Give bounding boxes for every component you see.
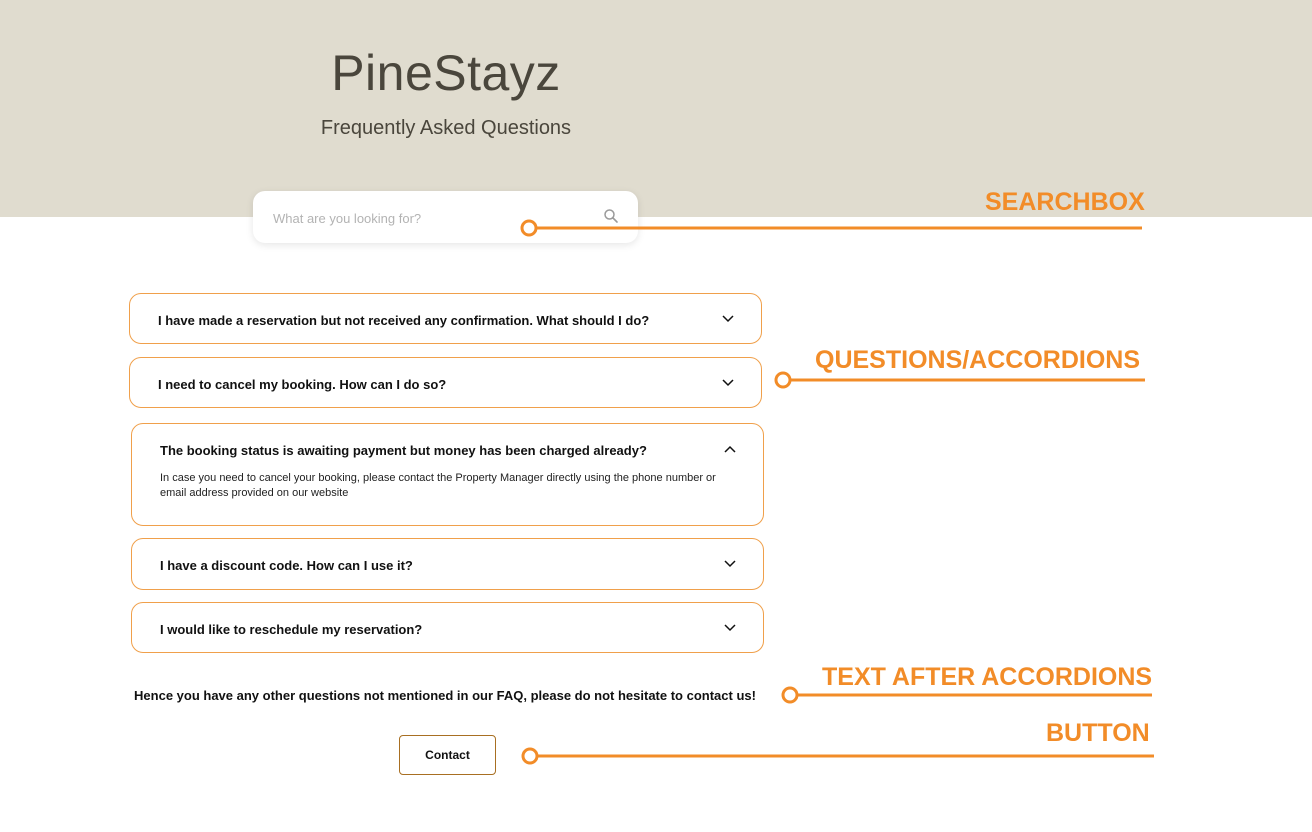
annotation-button: BUTTON [1046,719,1150,747]
text-after-pointer-dot [783,688,797,702]
searchbox-pointer-dot [522,221,536,235]
faq-question: I have a discount code. How can I use it? [160,558,413,573]
contact-button[interactable]: Contact [399,735,496,775]
annotation-text-after: TEXT AFTER ACCORDIONS [822,663,1153,691]
annotation-searchbox: SEARCHBOX [985,188,1145,216]
button-pointer-dot [523,749,537,763]
page-subtitle: Frequently Asked Questions [320,117,572,139]
annotation-accordions: QUESTIONS/ACCORDIONS [815,346,1141,374]
faq-answer: In case you need to cancel your booking, please contact the Property Manager directly using the phone number or email address provided on our website [160,472,716,499]
accordions-pointer-dot [776,373,790,387]
faq-question: The booking status is awaiting payment but money has been charged already? [160,443,647,458]
contact-prompt-text: Hence you have any other questions not mentioned in our FAQ, please do not hesitate to contact us! [134,688,756,703]
faq-question: I would like to reschedule my reservation? [160,622,423,637]
faq-question: I have made a reservation but not received any confirmation. What should I do? [158,313,650,328]
faq-question: I need to cancel my booking. How can I do so? [158,377,447,392]
brand-title: PineStayz [331,45,561,101]
